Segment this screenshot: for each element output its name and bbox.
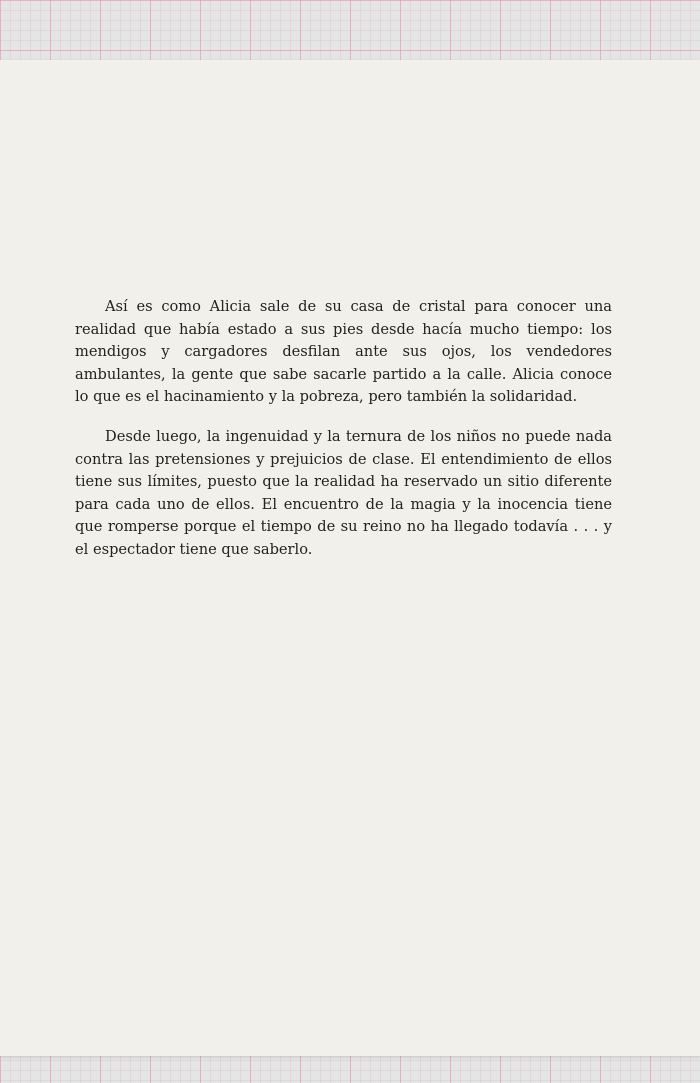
body-text — [75, 296, 612, 562]
paragraph-2: Desde luego, la ingenuidad y la ternura de los niños no puede nada contra las pretensiones y prejuicios de clase. El entendimiento de ellos tiene sus límites, puesto que la realidad ha reservado un sitio diferente para cada uno de ellos. El encuentro de la magia y la inocencia tiene que romperse porque el tiempo de su reino no ha llegado todavía . . . y el espectador tiene que saberlo. — [75, 427, 612, 558]
document-page — [0, 60, 700, 1056]
paragraph-1: Así es como Alicia sale de su casa de cristal para conocer una realidad que había estado a sus pies desde hacía mucho tiempo: los mendigos y cargadores desfilan ante sus ojos, los vendedores ambulantes, la gente que sabe sacarle partido a la calle. Alicia conoce lo que es el hacinamiento y la pobreza, pero también la solidaridad. — [75, 298, 612, 406]
